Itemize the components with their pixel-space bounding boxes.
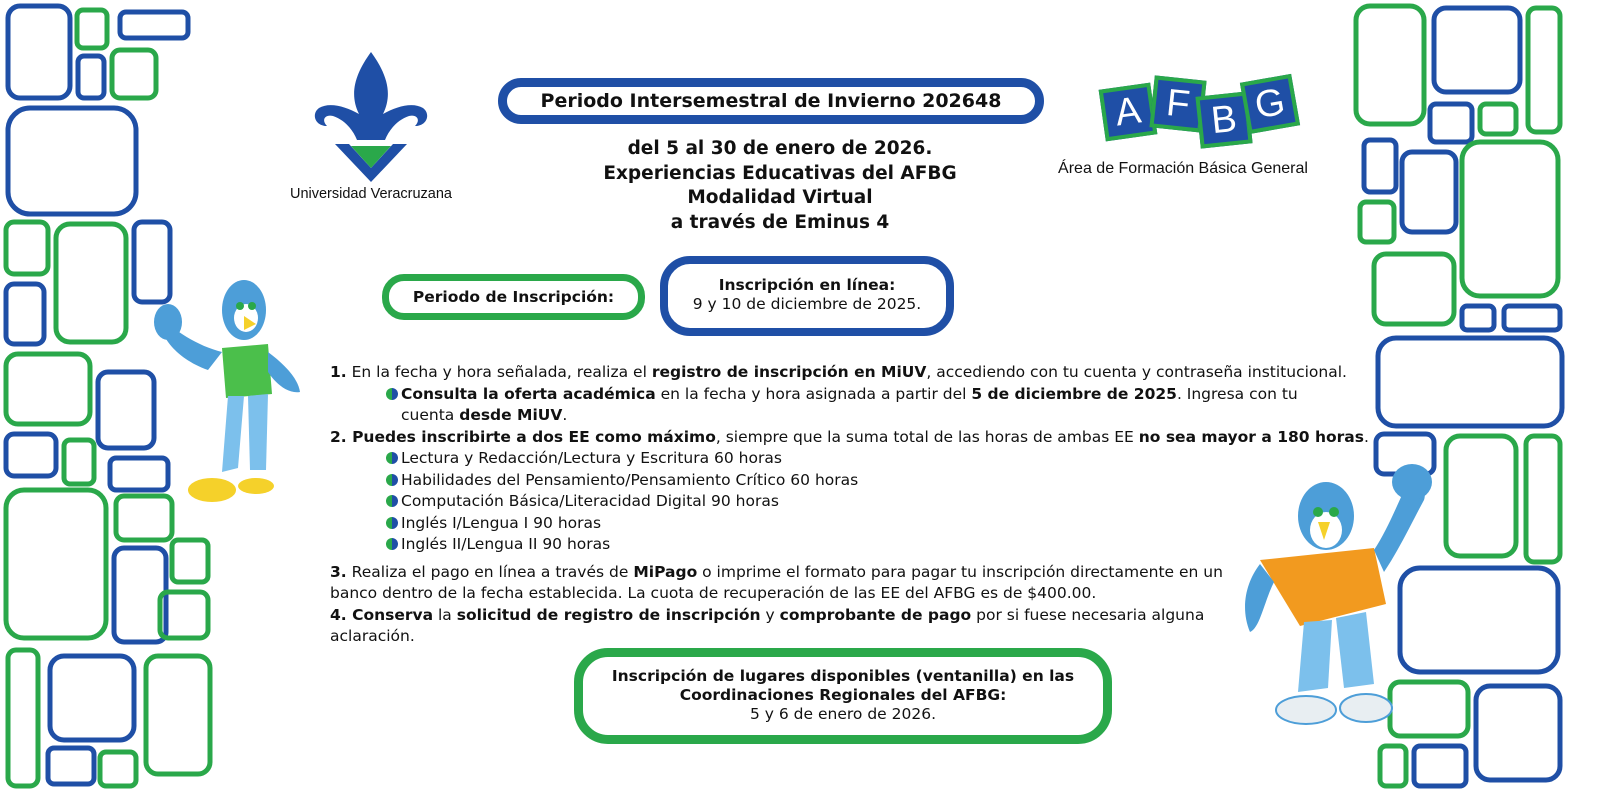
bullet-icon xyxy=(386,517,398,529)
step-3-cont: banco dentro de la fecha establecida. La cuota de recuperación de las EE del AFBG es de $400.00. xyxy=(330,584,1097,602)
subtitle-modalidad: Modalidad Virtual xyxy=(687,187,873,208)
ventanilla-box xyxy=(574,648,1112,744)
bullet-icon xyxy=(386,474,398,486)
step-4-cont: aclaración. xyxy=(330,627,415,645)
afbg-logo-caption: Área de Formación Básica General xyxy=(1058,160,1308,177)
course-item: Habilidades del Pensamiento/Pensamiento Crítico 60 horas xyxy=(330,470,1390,492)
afbg-tile-g: G xyxy=(1240,74,1300,134)
bullet-icon xyxy=(386,452,398,464)
step-1-sub-cont: cuenta desde MiUV. xyxy=(401,406,568,424)
afbg-tile-f: F xyxy=(1149,75,1206,132)
uv-logo xyxy=(285,48,457,210)
step-4: 4. Conserva la solicitud de registro de inscripción y comprobante de pago por si fuese necesaria alguna xyxy=(330,605,1205,624)
step-2: 2. Puedes inscribirte a dos EE como máximo, siempre que la suma total de las horas de ambas EE no sea mayor a 180 horas. xyxy=(330,427,1369,446)
uv-logo-caption: Universidad Veracruzana xyxy=(289,186,452,202)
course-item: Inglés II/Lengua II 90 horas xyxy=(330,534,1390,556)
bullet-icon xyxy=(386,495,398,507)
bullet-icon xyxy=(386,538,398,550)
ventanilla-dates: 5 y 6 de enero de 2026. xyxy=(750,705,936,723)
online-registration-box xyxy=(660,256,954,336)
course-item: Computación Básica/Literacidad Digital 90 horas xyxy=(330,491,1390,513)
online-registration-dates: 9 y 10 de diciembre de 2025. xyxy=(692,295,922,313)
course-item: Inglés I/Lengua I 90 horas xyxy=(330,513,1390,535)
step-1-sub: Consulta la oferta académica en la fecha y hora asignada a partir del 5 de diciembre de 2025. Ingresa con tu xyxy=(330,384,1390,406)
registration-period-label: Periodo de Inscripción: xyxy=(382,274,645,320)
instructions-body xyxy=(330,362,1390,648)
online-registration-title: Inscripción en línea: xyxy=(718,276,896,294)
ventanilla-title-1: Inscripción de lugares disponibles (ventanilla) en las xyxy=(611,667,1075,685)
afbg-tile-a: A xyxy=(1099,83,1158,142)
afbg-tile-b: B xyxy=(1195,91,1252,148)
subtitle xyxy=(560,137,1000,235)
step-1: 1. En la fecha y hora señalada, realiza el registro de inscripción en MiUV, accediendo con tu cuenta y contraseña institucional. xyxy=(330,363,1347,381)
uv-flor-de-lis-icon xyxy=(285,48,457,184)
bullet-icon xyxy=(386,388,398,400)
subtitle-experiencias: Experiencias Educativas del AFBG xyxy=(603,162,957,184)
page-title: Periodo Intersemestral de Invierno 202648 xyxy=(498,78,1044,124)
subtitle-dates: del 5 al 30 de enero de 2026. xyxy=(627,138,933,159)
afbg-logo xyxy=(1048,72,1318,190)
mascot-left-icon xyxy=(152,272,308,510)
subtitle-eminus: a través de Eminus 4 xyxy=(670,211,890,233)
ventanilla-title-2: Coordinaciones Regionales del AFBG: xyxy=(679,686,1007,704)
step-3: 3. Realiza el pago en línea a través de MiPago o imprime el formato para pagar tu inscripción directamente en un xyxy=(330,562,1223,581)
course-item: Lectura y Redacción/Lectura y Escritura 60 horas xyxy=(330,448,1390,470)
